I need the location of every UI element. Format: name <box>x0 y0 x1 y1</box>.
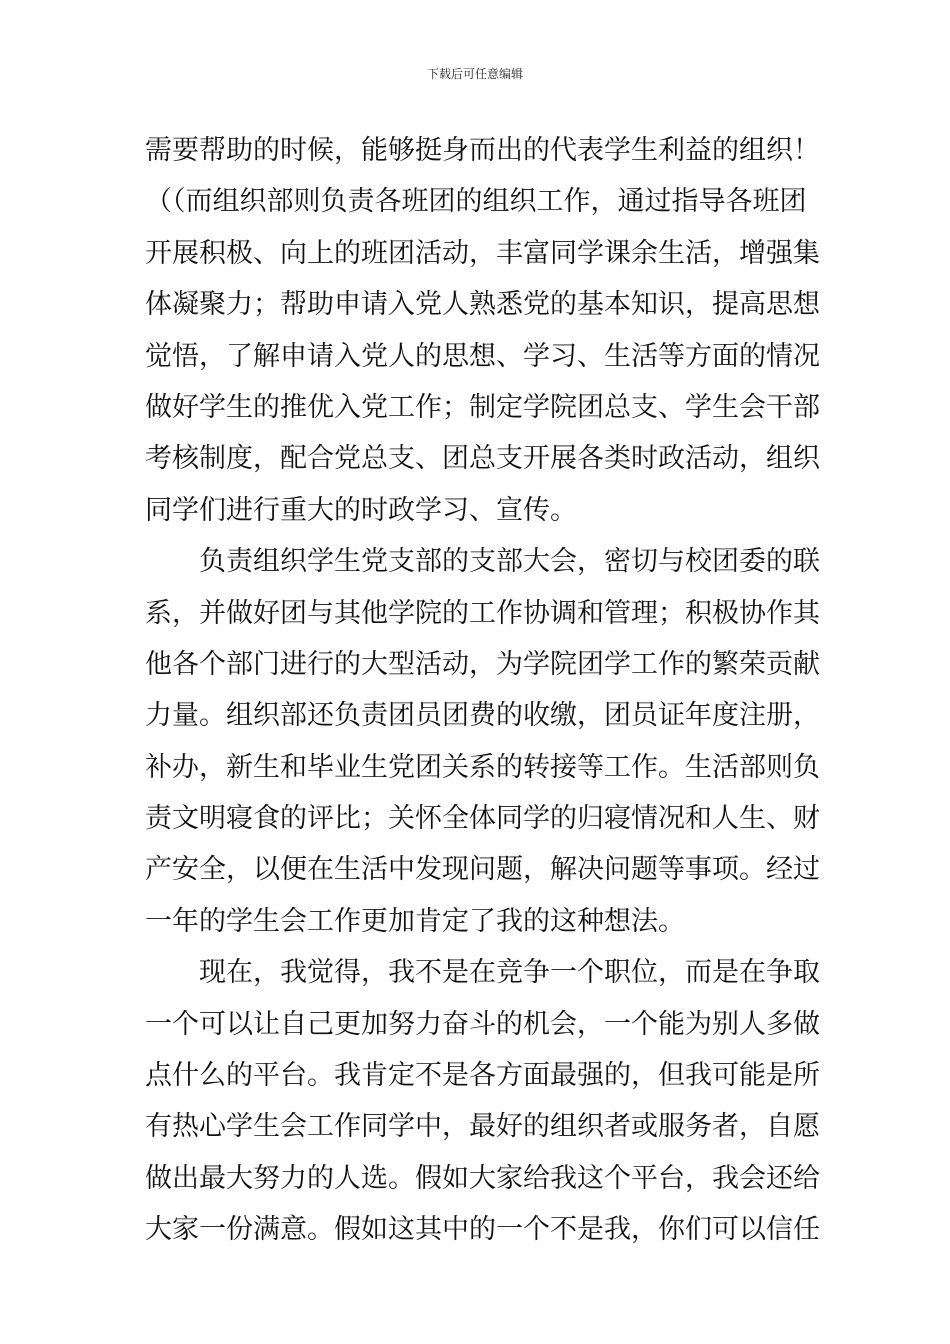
text-line: 做好学生的推优入党工作；制定学院团总支、学生会干部 <box>145 391 820 423</box>
text-line: 责文明寝食的评比；关怀全体同学的归寝情况和人生、财 <box>145 803 820 835</box>
text-line: 一年的学生会工作更加肯定了我的这种想法。 <box>145 905 685 937</box>
text-line: 需要帮助的时候，能够挺身而出的代表学生利益的组织！ <box>145 135 820 166</box>
text-line: 负责组织学生党支部的支部大会，密切与校团委的联 <box>145 546 820 578</box>
page-header: 下载后可任意编辑 <box>426 67 523 81</box>
text-line: （（而组织部则负责各班团的组织工作，通过指导各班团 <box>145 186 807 218</box>
text-line: 他各个部门进行的大型活动，为学院团学工作的繁荣贡献 <box>145 648 820 680</box>
text-line: 体凝聚力；帮助申请入党人熟悉党的基本知识，提高思想 <box>145 289 820 321</box>
text-line: 开展积极、向上的班团活动，丰富同学课余生活，增强集 <box>145 237 820 269</box>
document-body <box>145 125 820 1256</box>
text-line: 有热心学生会工作同学中，最好的组织者或服务者，自愿 <box>145 1111 820 1143</box>
text-line: 同学们进行重大的时政学习、宣传。 <box>145 494 577 526</box>
text-line: 力量。组织部还负责团员团费的收缴，团员证年度注册， <box>145 700 820 732</box>
text-line: 大家一份满意。假如这其中的一个不是我，你们可以信任 <box>145 1214 820 1246</box>
text-line: 点什么的平台。我肯定不是各方面最强的，但我可能是所 <box>145 1060 820 1092</box>
text-line: 系，并做好团与其他学院的工作协调和管理；积极协作其 <box>145 597 820 629</box>
text-line: 现在，我觉得，我不是在竞争一个职位，而是在争取 <box>145 957 820 989</box>
text-line: 考核制度，配合党总支、团总支开展各类时政活动，组织 <box>145 443 820 475</box>
text-line: 补办，新生和毕业生党团关系的转接等工作。生活部则负 <box>145 751 820 783</box>
text-line: 产安全，以便在生活中发现问题，解决问题等事项。经过 <box>145 854 820 886</box>
text-line: 一个可以让自己更加努力奋斗的机会，一个能为别人多做 <box>145 1008 820 1040</box>
text-line: 做出最大努力的人选。假如大家给我这个平台，我会还给 <box>145 1162 820 1194</box>
text-line: 觉悟，了解申请入党人的思想、学习、生活等方面的情况 <box>145 340 820 372</box>
